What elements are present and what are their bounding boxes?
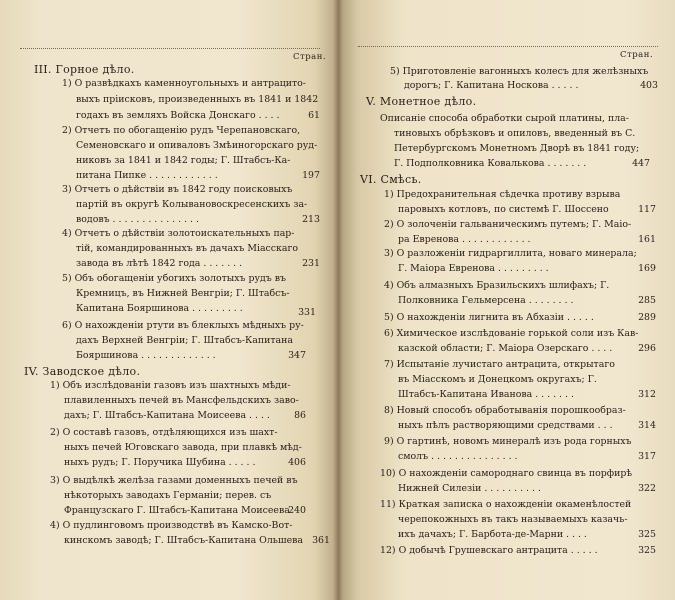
entry-line: Кремницъ, въ Нижней Венгріи; Г. Штабсъ- xyxy=(76,288,290,299)
entry-line: Нижней Силезіи . . . . . . . . . . xyxy=(398,483,541,494)
entry-line: черепокожныхъ въ такъ называемыхъ казачь- xyxy=(398,514,628,525)
entry-line: дорогъ; Г. Капитана Носкова . . . . . xyxy=(404,80,579,91)
entry-line: 6) О нахожденіи ртути въ блеклыхъ мѣдныхъ ру- xyxy=(62,320,304,331)
entry-line: 12) О добычѣ Грушевскаго антрацита . . . . . xyxy=(380,545,598,556)
page-number: 169 xyxy=(638,263,656,274)
entry-line: 2) Отчетъ по обогащенію рудъ Черепановскаго, xyxy=(62,125,301,136)
page-number: 285 xyxy=(638,295,656,306)
page-number: 197 xyxy=(302,170,320,181)
entry-line: 2) О золоченіи гальваническимъ путемъ; Г. Маіо- xyxy=(384,219,632,230)
section-title-mint: V. Монетное дѣло. xyxy=(366,95,477,108)
entry-line: нѣкоторыхъ заводахъ Германіи; перев. съ xyxy=(64,490,272,501)
entry-line: паровыхъ котловъ, по системѣ Г. Шоссено xyxy=(398,204,609,215)
entry-line: 1) Предохранительная сѣдечка противу взрыва xyxy=(384,189,621,200)
entry-line: 7) Испытаніе лучистаго антрацита, открытаго xyxy=(384,359,615,370)
entry-line: Семеновскаго и опиваловъ Змѣиногорскаго руд- xyxy=(76,140,318,151)
page-number: 322 xyxy=(638,483,656,494)
entry-line: Описаніе способа обработки сырой платины, пла- xyxy=(380,113,629,124)
entry-line: ра Евренова . . . . . . . . . . . . xyxy=(398,234,531,245)
page-number: 361 xyxy=(312,535,330,546)
entry-line: 5) О нахожденіи лигнита въ Абхазіи . . . . . xyxy=(384,312,594,323)
page-number: 406 xyxy=(288,457,306,468)
entry-line: Г. Маіора Евренова . . . . . . . . . xyxy=(398,263,549,274)
page-number: 61 xyxy=(308,110,320,121)
entry-line: казской области; Г. Маіора Озерскаго . . . . xyxy=(398,343,613,354)
entry-line: Штабсъ-Капитана Иванова . . . . . . . xyxy=(398,389,574,400)
entry-line: 4) Объ алмазныхъ Бразильскихъ шлифахъ; Г. xyxy=(384,280,610,291)
right-page xyxy=(338,0,675,600)
entry-line: никовъ за 1841 и 1842 годы; Г. Штабсъ-Ка- xyxy=(76,155,291,166)
entry-line: завода въ лѣтѣ 1842 года . . . . . . . xyxy=(76,258,243,269)
entry-line: 8) Новый способъ обработыванія порошкообраз- xyxy=(384,405,626,416)
page-number: 86 xyxy=(294,410,306,421)
entry-line: Французскаго Г. Штабсъ-Капитана Моисеева xyxy=(64,505,290,516)
entry-line: годахъ въ земляхъ Войска Донскаго . . . . xyxy=(76,110,280,121)
entry-line: 4) Отчетъ о дѣйствіи золотоискательныхъ пар- xyxy=(62,228,295,239)
entry-line: партій въ округѣ Колывановоскресенскихъ за- xyxy=(76,199,308,210)
entry-line: 5) Приготовленіе вагонныхъ колесъ для желѣзныхъ xyxy=(390,66,649,77)
entry-line: 3) О разложеніи гидраргиллита, новаго минерала; xyxy=(384,248,637,259)
book-gutter xyxy=(333,0,343,600)
page-number: 289 xyxy=(638,312,656,323)
page-number: 347 xyxy=(288,350,306,361)
entry-line: Г. Подполковника Ковалькова . . . . . . . xyxy=(394,158,587,169)
page-number: 403 xyxy=(640,80,658,91)
page-number: 231 xyxy=(302,258,320,269)
entry-line: водовъ . . . . . . . . . . . . . . . xyxy=(76,214,199,225)
page-number: 447 xyxy=(632,158,650,169)
entry-line: 1) Объ изслѣдованіи газовъ изъ шахтныхъ мѣди- xyxy=(50,380,291,391)
page-column-header: Стран. xyxy=(293,52,327,62)
entry-line: ныхъ рудъ; Г. Поручика Шубина . . . . . xyxy=(64,457,256,468)
entry-line: 1) О развѣдкахъ каменноугольныхъ и антрацито- xyxy=(62,78,306,89)
page-number: 240 xyxy=(288,505,306,516)
entry-line: дахъ Верхней Венгріи; Г. Штабсъ-Капитана xyxy=(76,335,293,346)
page-number: 325 xyxy=(638,529,656,540)
page-number: 314 xyxy=(638,420,656,431)
entry-line: ныхъ пѣлъ растворяющими средствами . . . xyxy=(398,420,613,431)
section-title-misc: VI. Смѣсь. xyxy=(360,173,422,186)
page-column-header: Стран. xyxy=(620,50,654,60)
entry-line: смолъ . . . . . . . . . . . . . . . xyxy=(398,451,518,462)
entry-line: дахъ; Г. Штабсъ-Капитана Моисеева . . . . xyxy=(64,410,270,421)
entry-line: Бояршинова . . . . . . . . . . . . . xyxy=(76,350,216,361)
header-rule xyxy=(358,46,658,47)
page-number: 213 xyxy=(302,214,320,225)
entry-line: ныхъ печей Юговскаго завода, при плавкѣ мѣд- xyxy=(64,442,302,453)
entry-line: 9) О гартинѣ, новомъ минералѣ изъ рода горныхъ xyxy=(384,436,632,447)
section-title-metallurgy: IV. Заводское дѣло. xyxy=(24,365,141,378)
entry-line: плавиленныхъ печей въ Мансфельдскихъ заво- xyxy=(64,395,299,406)
entry-line: 11) Краткая записка о нахожденіи окаменѣлостей xyxy=(380,499,632,510)
page-number: 317 xyxy=(638,451,656,462)
entry-line: кинскомъ заводѣ; Г. Штабсъ-Капитана Ольшева xyxy=(64,535,304,546)
entry-line: Капитана Бояршинова . . . . . . . . . xyxy=(76,303,243,314)
page-number: 331 xyxy=(298,307,316,318)
entry-line: Полковника Гельмерсена . . . . . . . . xyxy=(398,295,574,306)
entry-line: 10) О нахожденіи самороднаго свинца въ порфирѣ xyxy=(380,468,632,479)
entry-line: питана Пипке . . . . . . . . . . . . xyxy=(76,170,218,181)
page-number: 312 xyxy=(638,389,656,400)
header-rule xyxy=(20,48,320,49)
entry-line: тій, командированныхъ въ дачахъ Міасскаго xyxy=(76,243,299,254)
section-title-mining: III. Горное дѣло. xyxy=(34,63,135,76)
entry-line: ихъ дачахъ; Г. Барбота-де-Марни . . . . xyxy=(398,529,587,540)
entry-line: 3) Отчетъ о дѣйствіи въ 1842 году поисковыхъ xyxy=(62,184,293,195)
entry-line: тиновыхъ обрѣзковъ и опиловъ, введенный въ С. xyxy=(394,128,636,139)
entry-line: 2) О составѣ газовъ, отдѣляющихся изъ шахт- xyxy=(50,427,278,438)
page-number: 117 xyxy=(638,204,656,215)
entry-line: 4) О пудлинговомъ производствѣ въ Камско-Вот- xyxy=(50,520,293,531)
entry-line: выхъ пріисковъ, произведенныхъ въ 1841 и 1842 xyxy=(76,94,319,105)
entry-line: 5) Объ обогащеніи убогихъ золотыхъ рудъ въ xyxy=(62,273,286,284)
page-number: 325 xyxy=(638,545,656,556)
page-number: 161 xyxy=(638,234,656,245)
entry-line: Петербургскомъ Монетномъ Дворѣ въ 1841 году; xyxy=(394,143,640,154)
entry-line: въ Міасскомъ и Донецкомъ округахъ; Г. xyxy=(398,374,597,385)
entry-line: 6) Химическое изслѣдованіе горькой соли изъ Кав- xyxy=(384,328,639,339)
page-number: 296 xyxy=(638,343,656,354)
entry-line: 3) О выдѣлкѣ желѣза газами доменныхъ печей въ xyxy=(50,475,298,486)
